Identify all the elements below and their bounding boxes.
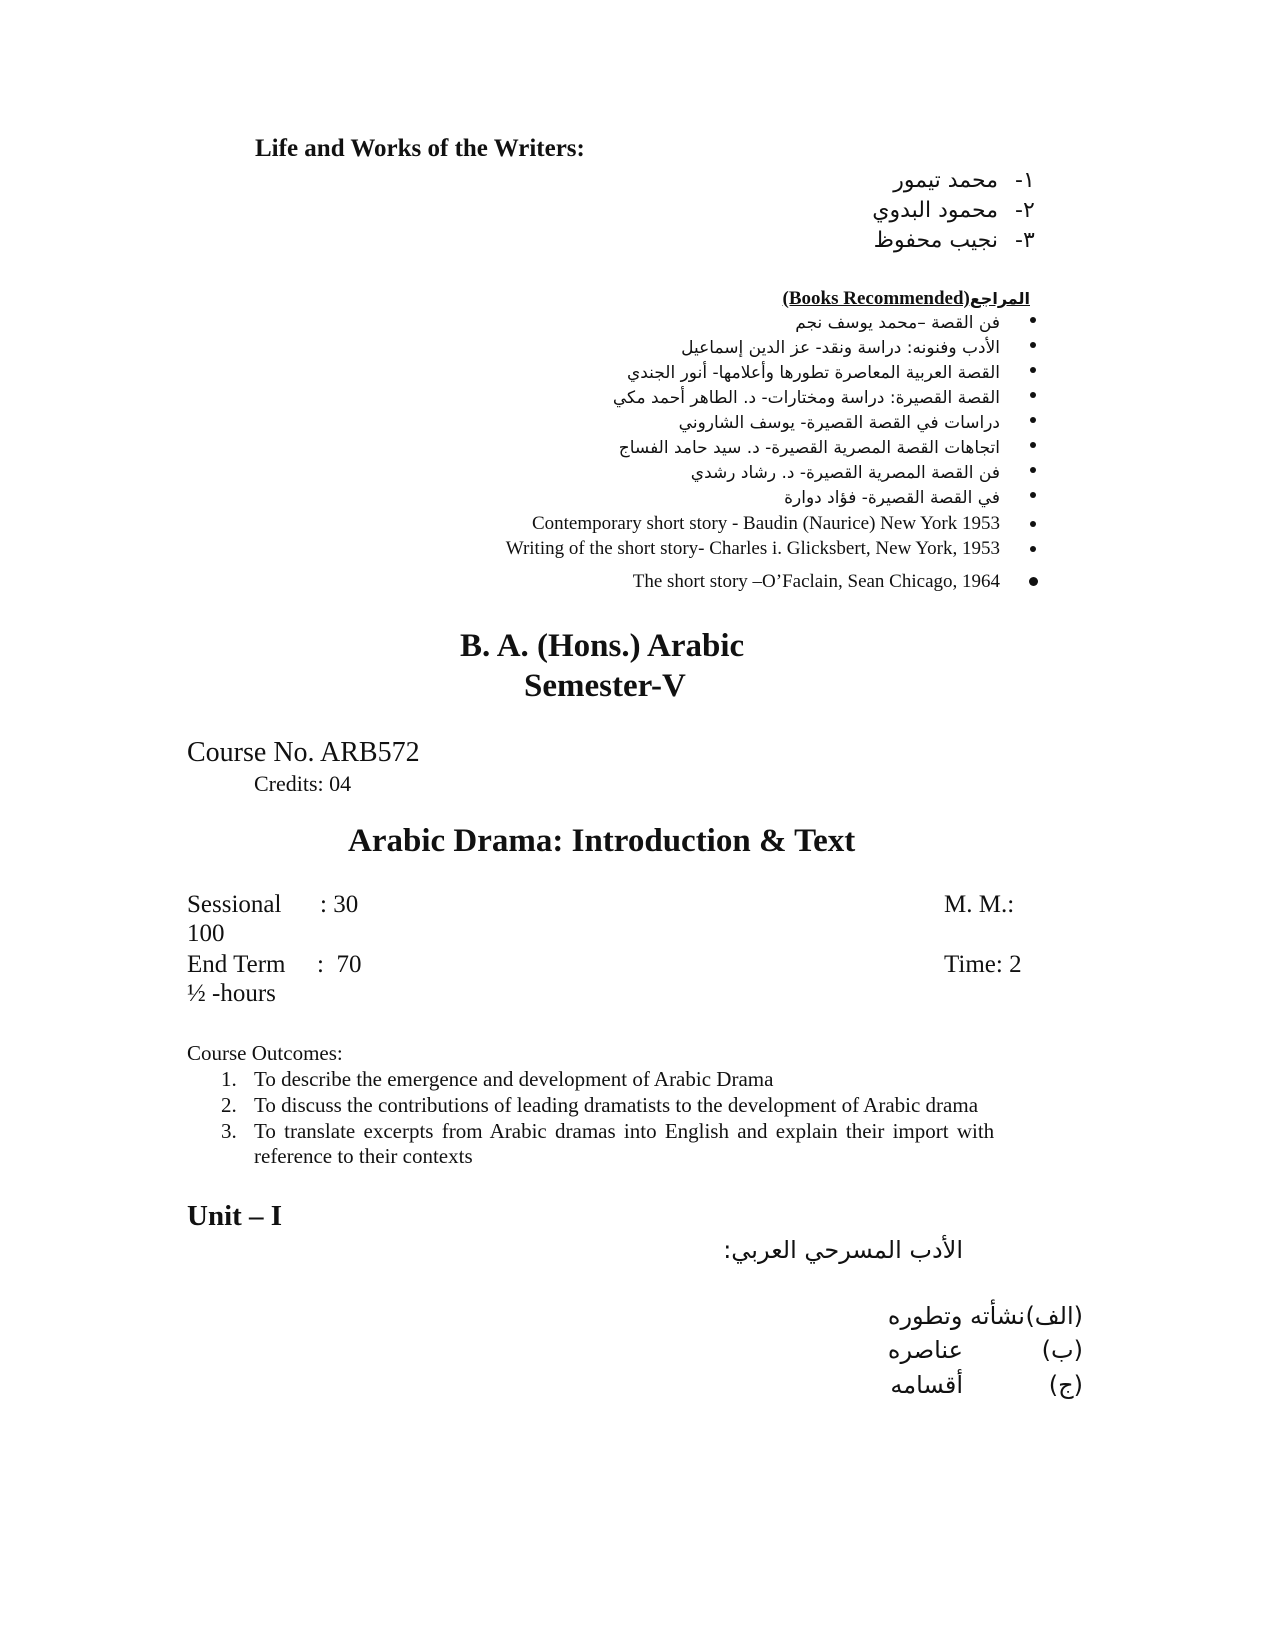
course-credits: Credits: 04 bbox=[254, 771, 352, 796]
writer-number: ١- bbox=[1015, 168, 1035, 193]
outcome-number: 2. bbox=[221, 1093, 237, 1117]
writer-name: محمود البدوي bbox=[872, 198, 998, 223]
book-item bbox=[0, 313, 1275, 339]
max-marks-label: M. M.: bbox=[944, 891, 1015, 918]
writer-item bbox=[0, 198, 1275, 230]
bullet-icon bbox=[1030, 546, 1036, 552]
book-item bbox=[0, 488, 1275, 514]
unit-topic: الأدب المسرحي العربي: bbox=[723, 1236, 963, 1264]
bullet-icon bbox=[1030, 521, 1036, 527]
unit-item-text: عناصره bbox=[887, 1336, 963, 1364]
outcomes-heading: Course Outcomes: bbox=[187, 1041, 343, 1065]
book-title: Writing of the short story- Charles i. Glicksbert, New York, 1953 bbox=[505, 538, 1000, 559]
bullet-icon bbox=[1030, 342, 1036, 348]
book-title: اتجاهات القصة المصرية القصيرة- د. سيد حامد الفساج bbox=[618, 438, 1000, 458]
book-item bbox=[0, 463, 1275, 489]
book-item bbox=[0, 571, 1275, 597]
book-item bbox=[0, 513, 1275, 539]
outcome-text: To describe the emergence and development of Arabic Drama bbox=[254, 1067, 774, 1091]
bullet-icon bbox=[1030, 442, 1036, 448]
bullet-icon bbox=[1030, 492, 1036, 498]
unit-item bbox=[0, 1302, 1275, 1338]
bullet-icon bbox=[1030, 367, 1036, 373]
books-heading bbox=[783, 288, 1030, 310]
book-item bbox=[0, 413, 1275, 439]
course-number: Course No. ARB572 bbox=[187, 737, 420, 768]
unit-item bbox=[0, 1371, 1275, 1407]
books-heading-en: (Books Recommended) bbox=[782, 288, 970, 309]
outcome-number: 1. bbox=[221, 1067, 237, 1091]
book-title: فن القصة –محمد يوسف نجم bbox=[795, 313, 1000, 333]
book-title: The short story –O’Faclain, Sean Chicago, 1964 bbox=[632, 571, 1000, 592]
unit-item-text: أقسامه bbox=[890, 1371, 963, 1399]
books-heading-ar: المراجع bbox=[969, 289, 1030, 308]
book-item bbox=[0, 363, 1275, 389]
time-value: ½ -hours bbox=[187, 980, 276, 1007]
book-item bbox=[0, 538, 1275, 564]
book-title: Contemporary short story - Baudin (Naurice) New York 1953 bbox=[531, 513, 1000, 534]
book-title: فن القصة المصرية القصيرة- د. رشاد رشدي bbox=[690, 463, 1000, 483]
semester-title: Semester-V bbox=[524, 668, 686, 704]
bullet-icon bbox=[1030, 317, 1036, 323]
writer-item bbox=[0, 228, 1275, 260]
max-marks-value: 100 bbox=[187, 920, 225, 947]
bullet-icon bbox=[1030, 467, 1036, 473]
writer-number: ٢- bbox=[1015, 198, 1035, 223]
unit-item-letter: (ج) bbox=[1048, 1371, 1083, 1399]
end-term-value: : 70 bbox=[317, 951, 362, 978]
writer-number: ٣- bbox=[1015, 228, 1035, 253]
unit-item bbox=[0, 1336, 1275, 1372]
book-item bbox=[0, 388, 1275, 414]
bullet-icon bbox=[1030, 392, 1036, 398]
outcome-text: To discuss the contributions of leading dramatists to the development of Arabic drama bbox=[254, 1093, 979, 1117]
writer-item bbox=[0, 168, 1275, 200]
bullet-icon bbox=[1030, 417, 1036, 423]
outcome-text: To translate excerpts from Arabic dramas into English and explain their import with bbox=[254, 1119, 995, 1143]
program-title: B. A. (Hons.) Arabic bbox=[460, 628, 745, 664]
unit-item-text: نشأته وتطوره bbox=[887, 1302, 1025, 1330]
outcome-number: 3. bbox=[221, 1119, 237, 1143]
writer-name: محمد تيمور bbox=[893, 168, 998, 193]
unit-item-letter: (ب) bbox=[1041, 1336, 1083, 1364]
unit-item-letter: (الف) bbox=[1025, 1302, 1083, 1330]
book-title: الأدب وفنونه: دراسة ونقد- عز الدين إسماعيل bbox=[681, 338, 1000, 358]
book-item bbox=[0, 338, 1275, 364]
time-label: Time: 2 bbox=[944, 951, 1022, 978]
course-title: Arabic Drama: Introduction & Text bbox=[348, 823, 856, 859]
outcome-text-continued: reference to their contexts bbox=[254, 1144, 473, 1168]
bullet-icon bbox=[1029, 577, 1038, 586]
book-item bbox=[0, 438, 1275, 464]
end-term-label: End Term bbox=[187, 951, 286, 978]
book-title: دراسات في القصة القصيرة- يوسف الشاروني bbox=[678, 413, 1000, 433]
writer-name: نجيب محفوظ bbox=[873, 228, 998, 253]
book-title: في القصة القصيرة- فؤاد دوارة bbox=[784, 488, 1000, 508]
unit-heading: Unit – I bbox=[187, 1200, 283, 1232]
sessional-label: Sessional bbox=[187, 891, 282, 918]
sessional-value: : 30 bbox=[320, 891, 359, 918]
book-title: القصة العربية المعاصرة تطورها وأعلامها- أنور الجندي bbox=[626, 363, 1000, 383]
writers-heading: Life and Works of the Writers: bbox=[255, 135, 585, 162]
book-title: القصة القصيرة: دراسة ومختارات- د. الطاهر أحمد مكي bbox=[612, 388, 1000, 408]
